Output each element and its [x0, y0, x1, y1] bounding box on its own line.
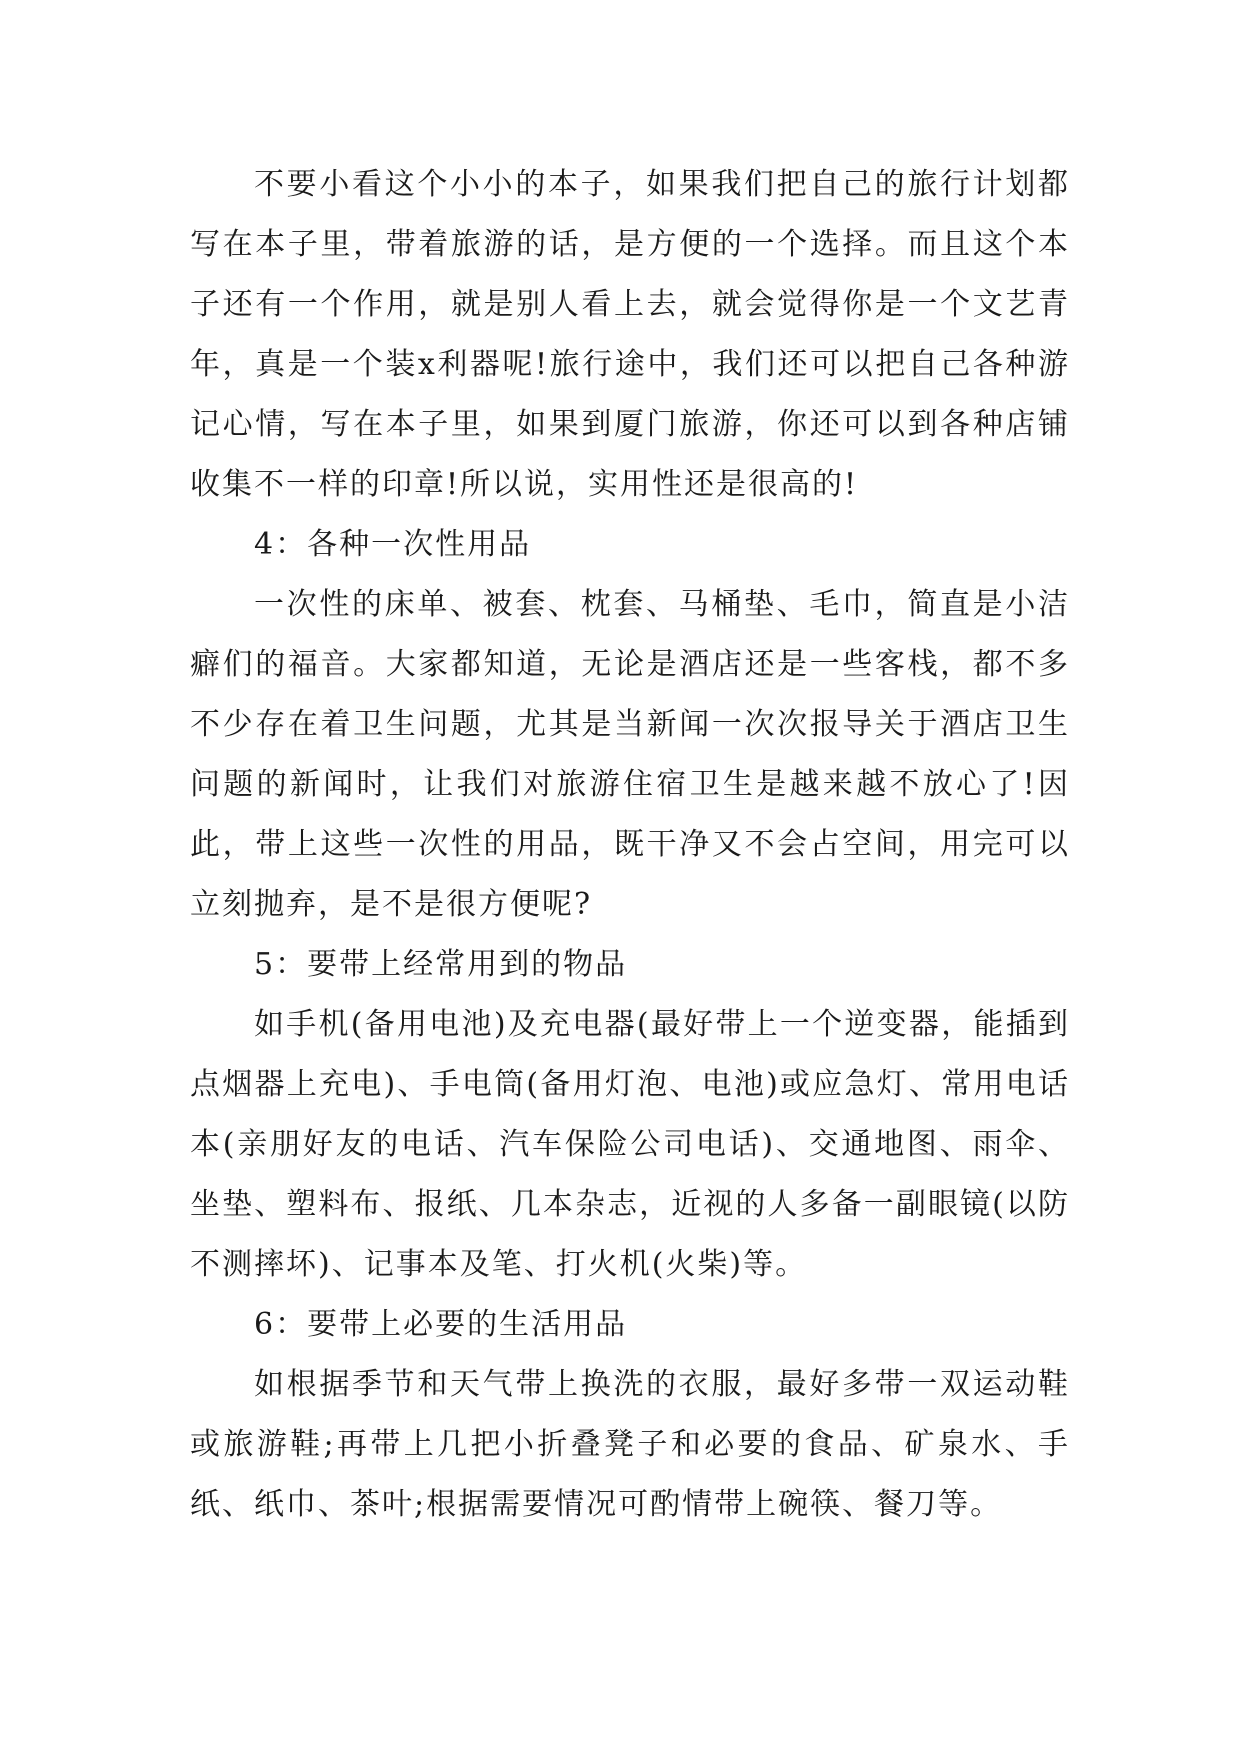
document-body: [190, 155, 1070, 1535]
paragraph-notebook: 不要小看这个小小的本子，如果我们把自己的旅行计划都写在本子里，带着旅游的话，是方便的一个选择。而且这个本子还有一个作用，就是别人看上去，就会觉得你是一个文艺青年，真是一个装x利器呢!旅行途中，我们还可以把自己各种游记心情，写在本子里，如果到厦门旅游，你还可以到各种店铺收集不一样的印章!所以说，实用性还是很高的!: [190, 167, 1070, 502]
paragraph-frequent-items: 如手机(备用电池)及充电器(最好带上一个逆变器，能插到点烟器上充电)、手电筒(备用灯泡、电池)或应急灯、常用电话本(亲朋好友的电话、汽车保险公司电话)、交通地图、雨伞、坐垫、塑料布、报纸、几本杂志，近视的人多备一副眼镜(以防不测摔坏)、记事本及笔、打火机(火柴)等。: [190, 1007, 1070, 1282]
heading-disposable-items: 4：各种一次性用品: [254, 527, 532, 562]
paragraph-disposable-items: 一次性的床单、被套、枕套、马桶垫、毛巾，简直是小洁癖们的福音。大家都知道，无论是酒店还是一些客栈，都不多不少存在着卫生问题，尤其是当新闻一次次报导关于酒店卫生问题的新闻时，让我们对旅游住宿卫生是越来越不放心了!因此，带上这些一次性的用品，既干净又不会占空间，用完可以立刻抛弃，是不是很方便呢?: [190, 587, 1070, 922]
heading-frequent-items: 5：要带上经常用到的物品: [254, 947, 628, 982]
paragraph-daily-necessities: 如根据季节和天气带上换洗的衣服，最好多带一双运动鞋或旅游鞋;再带上几把小折叠凳子和必要的食品、矿泉水、手纸、纸巾、茶叶;根据需要情况可酌情带上碗筷、餐刀等。: [190, 1367, 1070, 1522]
heading-daily-necessities: 6：要带上必要的生活用品: [254, 1307, 628, 1342]
